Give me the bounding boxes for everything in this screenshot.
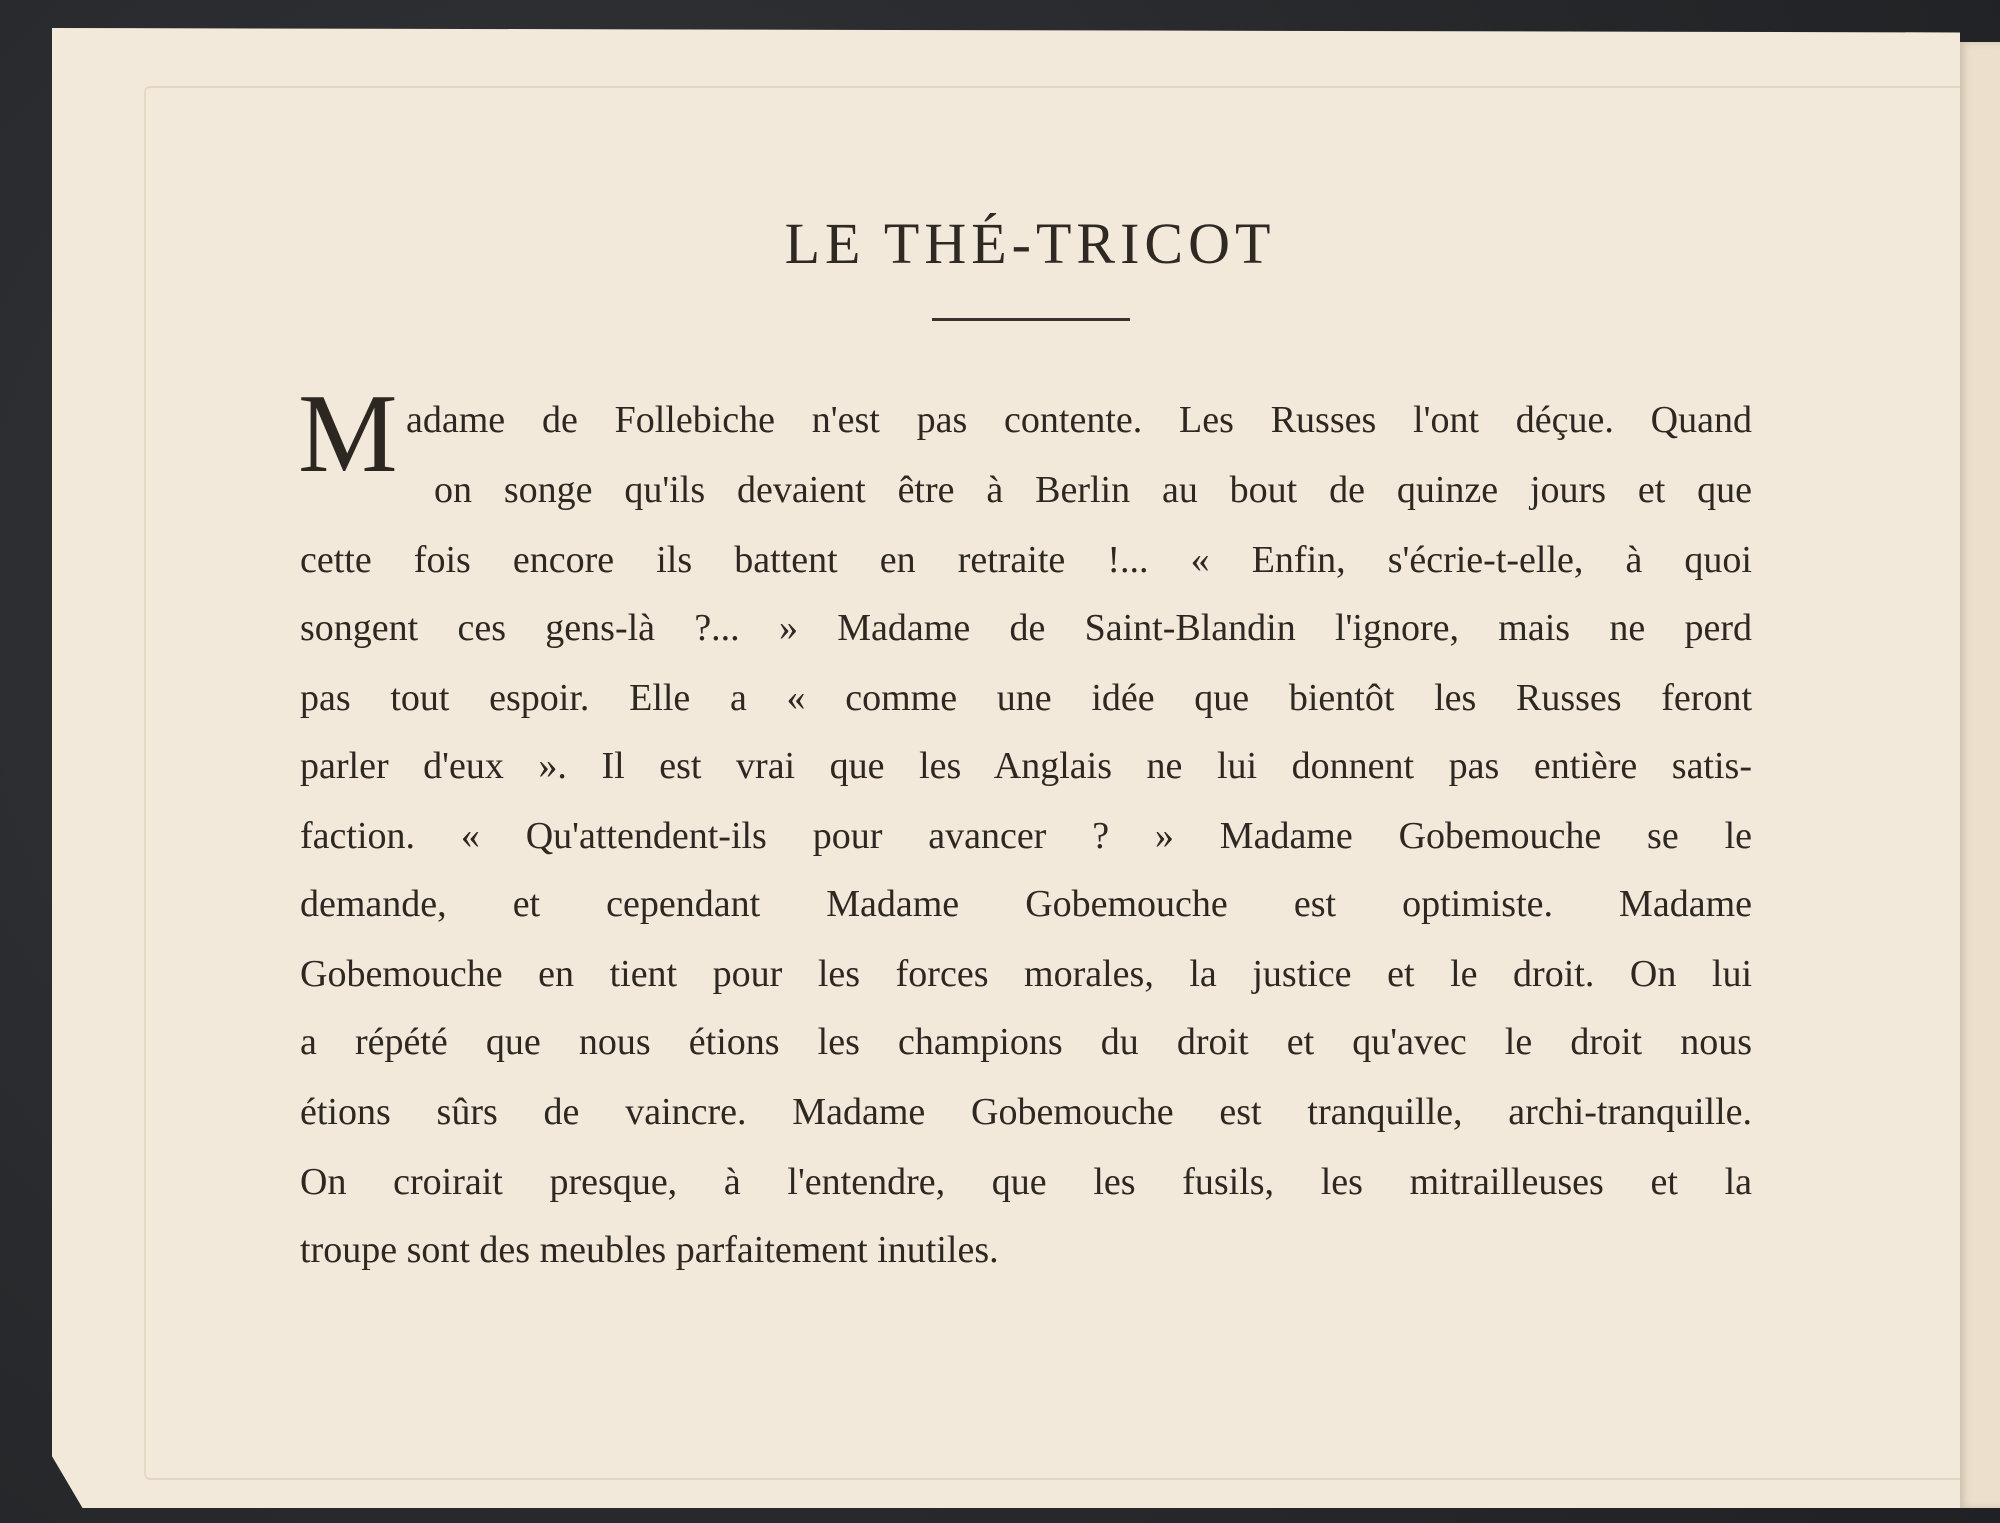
text-line: adame de Follebiche n'est pas contente. Les Russes l'ont déçue. Quand [406,399,1752,441]
page-title: LE THÉ-TRICOT [784,211,1276,276]
text-line: cette fois encore ils battent en retraite !... « Enfin, s'écrie-t-elle, à quoi [300,539,1752,581]
text-line: pas tout espoir. Elle a « comme une idée que bientôt les Russes feront [300,677,1752,719]
text-line: Gobemouche en tient pour les forces morales, la justice et le droit. On lui [300,953,1752,995]
text-line: parler d'eux ». Il est vrai que les Anglais ne lui donnent pas entière satis- [300,745,1752,787]
title-rule [932,318,1130,321]
text-line: faction. « Qu'attendent-ils pour avancer ? » Madame Gobemouche se le [300,815,1752,857]
text-line: demande, et cependant Madame Gobemouche est optimiste. Madame [300,883,1752,925]
drop-cap: M [298,372,398,496]
text-line: on songe qu'ils devaient être à Berlin au bout de quinze jours et que [434,469,1752,511]
text-line: a répété que nous étions les champions du droit et qu'avec le droit nous [300,1021,1752,1063]
text-line: troupe sont des meubles parfaitement inutiles. [300,1229,999,1271]
text-line: songent ces gens-là ?... » Madame de Saint-Blandin l'ignore, mais ne perd [300,607,1752,649]
text-line: On croirait presque, à l'entendre, que les fusils, les mitrailleuses et la [300,1161,1752,1203]
text-line: étions sûrs de vaincre. Madame Gobemouche est tranquille, archi-tranquille. [300,1091,1752,1133]
